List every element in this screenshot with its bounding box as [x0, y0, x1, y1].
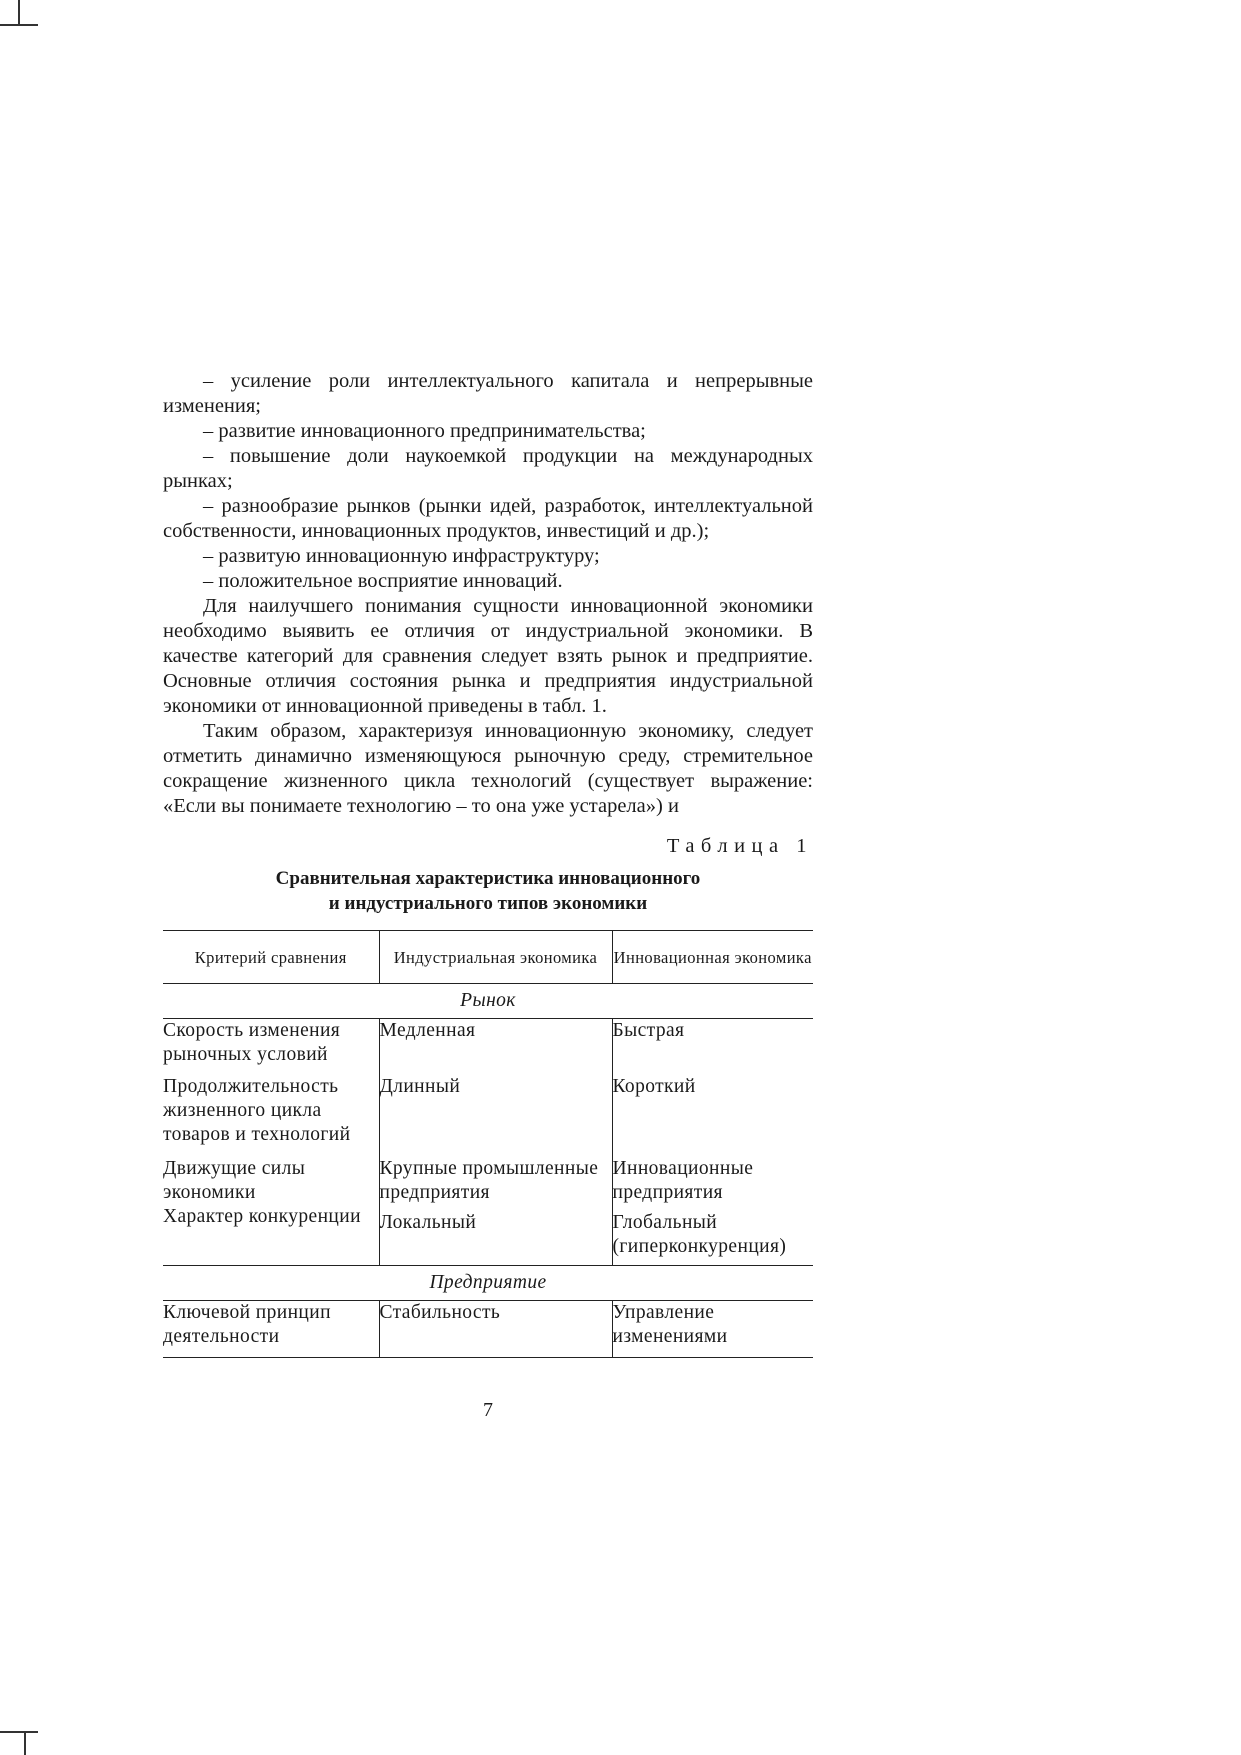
cell-industrial: Крупные промышленные предприятия	[379, 1157, 612, 1205]
crop-mark-bottom-horizontal	[0, 1731, 38, 1733]
paragraph: – развитие инновационного предпринимательства;	[203, 420, 646, 442]
cell-innovative: Глобальный (гиперконкуренция)	[612, 1205, 813, 1266]
header-industrial: Индустриальная экономика	[379, 931, 612, 984]
cell-criterion: Ключевой принцип деятельности	[163, 1301, 379, 1358]
cell-innovative: Управление изменениями	[612, 1301, 813, 1358]
crop-mark-bottom-vertical	[24, 1731, 26, 1755]
section-row-market	[163, 984, 813, 1019]
header-innovative: Инновационная экономика	[612, 931, 813, 984]
cell-criterion: Скорость изменения рыночных условий	[163, 1019, 379, 1076]
comparison-table	[163, 930, 813, 1358]
paragraph: Для наилучшего понимания сущности инновационной экономики необходимо выявить ее отличия от индустриальной экономики. В качестве категорий для сравнения следует взять рынок и предприятие. Основные отличия состояния рынка и предприятия индустриальной экономики от инновационной приведены в табл. 1.	[163, 595, 813, 717]
paragraph: – разнообразие рынков (рынки идей, разработок, интеллектуальной собственности, инновационных продуктов, инвестиций и др.);	[163, 495, 813, 542]
cell-innovative: Быстрая	[612, 1020, 685, 1041]
section-title-market: Рынок	[163, 984, 813, 1019]
cell-industrial: Медленная	[379, 1019, 612, 1076]
cell-industrial: Стабильность	[379, 1301, 612, 1358]
paragraph: – повышение доли наукоемкой продукции на международных рынках;	[163, 445, 813, 492]
table-title-line: и индустриального типов экономики	[328, 893, 648, 914]
page-number: 7	[483, 1399, 493, 1421]
table-header-row	[163, 931, 813, 984]
table-label: Таблица 1	[666, 835, 813, 857]
header-criterion: Критерий сравнения	[163, 931, 379, 984]
paragraph: – усиление роли интеллектуального капитала и непрерывные изменения;	[163, 370, 813, 417]
cell-criterion: Характер конкуренции	[163, 1205, 379, 1266]
table-title-line: Сравнительная характеристика инновационного	[275, 868, 701, 889]
section-row-enterprise	[163, 1266, 813, 1301]
crop-mark-top-horizontal	[0, 24, 38, 26]
paragraph: – развитую инновационную инфраструктуру;	[203, 545, 600, 567]
cell-industrial: Длинный	[379, 1075, 612, 1157]
table-row	[163, 1157, 813, 1205]
table-row	[163, 1075, 813, 1157]
table-title	[163, 866, 813, 916]
table-row	[163, 1301, 813, 1358]
cell-industrial: Локальный	[379, 1205, 612, 1266]
body-text	[163, 369, 813, 819]
cell-innovative: Инновационные предприятия	[612, 1158, 754, 1203]
crop-mark-top-vertical	[18, 0, 20, 24]
table-row	[163, 1205, 813, 1266]
cell-criterion: Движущие силы экономики	[163, 1157, 379, 1205]
paragraph: – положительное восприятие инноваций.	[203, 570, 563, 592]
paragraph: Таким образом, характеризуя инновационную экономику, следует отметить динамично изменяющуюся рыночную среду, стремительное сокращение жизненного цикла технологий (существует выражение: «Если вы понимаете технологию – то она уже устарела») и	[163, 720, 813, 817]
table-row	[163, 1019, 813, 1076]
cell-innovative: Короткий	[612, 1076, 696, 1097]
section-title-enterprise: Предприятие	[163, 1266, 813, 1301]
cell-criterion: Продолжительность жизненного цикла товаров и технологий	[163, 1075, 379, 1157]
